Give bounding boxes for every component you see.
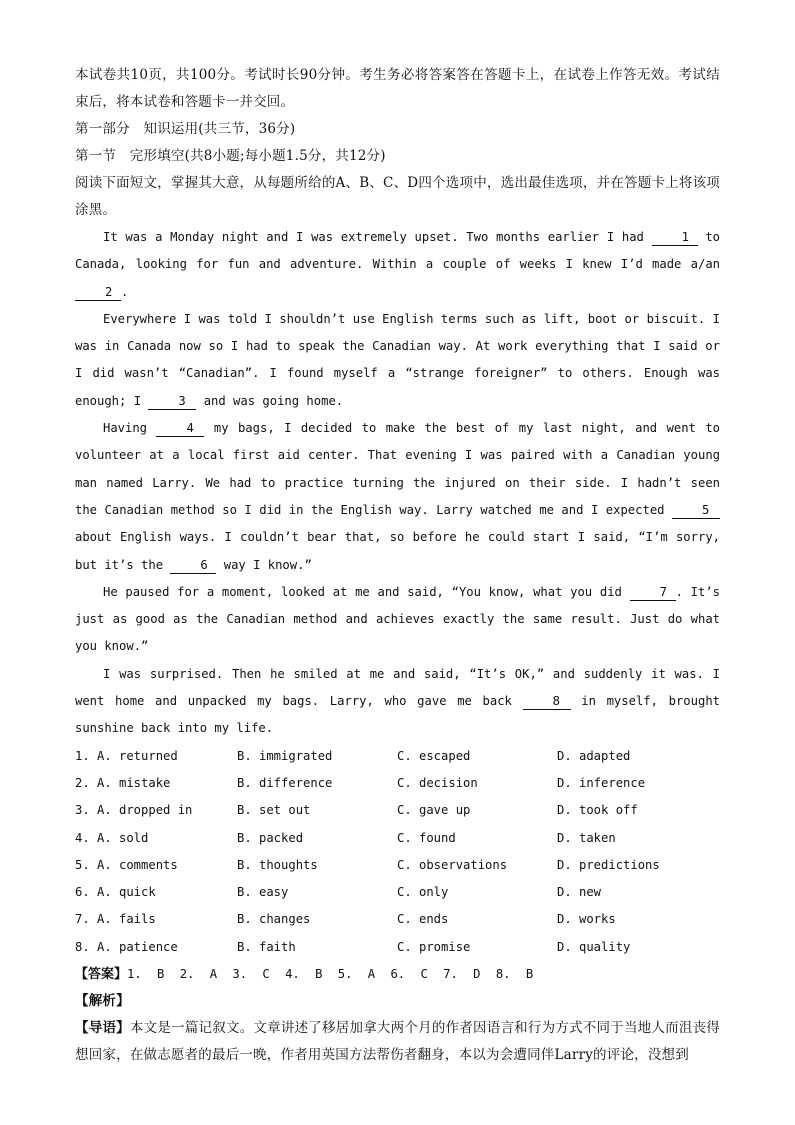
option-b: B. thoughts [237, 857, 318, 872]
blank-4: 4 [156, 421, 204, 437]
question-number: 5. [75, 857, 90, 872]
passage-text: . [121, 284, 129, 299]
question-number: 8. [75, 939, 90, 954]
analysis-label: 【解析】 [75, 993, 130, 1010]
option-d: D. predictions [557, 857, 660, 872]
answer-values: 1. B 2. A 3. C 4. B 5. A 6. C 7. D 8. B [127, 967, 534, 982]
option-row [75, 825, 720, 852]
option-row [75, 797, 720, 824]
part-heading: 第一部分 知识运用(共三节，36分) [75, 121, 296, 137]
passage-text: my bags, I decided to make the best of my last night, and went to volunteer at a local first aid center. That evening I was paired with a Canadian young man named Larry. We had to practice turning the injured on their side. I hadn’t seen the Canadian method so I did in the English way. Larry watched me and I expected [75, 421, 720, 517]
passage-paragraph-2 [75, 306, 720, 415]
option-d: D. inference [557, 775, 646, 790]
option-a: A. dropped in [97, 803, 193, 818]
option-d: D. adapted [557, 748, 631, 763]
option-a: A. quick [97, 885, 156, 900]
passage-text: to Canada, looking for fun and adventure. Within a couple of weeks I knew I’d made a/an [75, 230, 720, 272]
option-d: D. quality [557, 939, 631, 954]
option-row [75, 906, 720, 933]
blank-5: 5 [672, 503, 720, 519]
question-number: 4. [75, 830, 90, 845]
option-row [75, 743, 720, 770]
passage-paragraph-4 [75, 579, 720, 661]
option-row [75, 770, 720, 797]
option-a: A. sold [97, 830, 149, 845]
exam-page [75, 62, 720, 1069]
passage-text: . It’s just as good as the Canadian method and achieves exactly the same result. Just do what you know.” [75, 584, 720, 654]
question-number: 2. [75, 775, 90, 790]
option-c: C. promise [397, 939, 471, 954]
passage-text: I was surprised. Then he smiled at me and said, “It’s OK,” and suddenly it was. I went home and unpacked my bags. Larry, who gave me back [75, 666, 720, 709]
passage-text: in myself, brought sunshine back into my life. [75, 694, 720, 736]
option-d: D. took off [557, 803, 638, 818]
guide-text: 本文是一篇记叙文。文章讲述了移居加拿大两个月的作者因语言和行为方式不同于当地人而沮丧得想回家，在做志愿者的最后一晚，作者用英国方法帮伤者翻身，本以为会遭同伴Larry的评论，没想到 [75, 1020, 720, 1064]
option-a: A. mistake [97, 775, 171, 790]
option-b: B. immigrated [237, 748, 333, 763]
analysis-heading [75, 988, 720, 1015]
passage-text: about English ways. I couldn’t bear that, so before he could start I said, “I’m sorry, but it’s the [75, 530, 720, 572]
blank-6: 6 [170, 558, 216, 574]
answer-key [75, 961, 720, 988]
option-a: A. fails [97, 912, 156, 927]
question-number: 7. [75, 912, 90, 927]
passage-text: Everywhere I was told I shouldn’t use English terms such as lift, boot or biscuit. I was in Canada now so I had to speak the Canadian way. At work everything that I said or I did wasn’t “Canadian”. I found myself a “strange foreigner” to others. Enough was enough; I [75, 311, 720, 408]
blank-7: 7 [630, 585, 676, 601]
option-b: B. packed [237, 830, 304, 845]
option-c: C. escaped [397, 748, 471, 763]
option-b: B. difference [237, 775, 333, 790]
option-c: C. decision [397, 775, 478, 790]
section-heading: 第一节 完形填空(共8小题;每小题1.5分，共12分) [75, 148, 386, 164]
question-number: 1. [75, 748, 90, 763]
option-d: D. new [557, 885, 602, 900]
option-a: A. comments [97, 857, 178, 872]
option-d: D. works [557, 912, 616, 927]
option-c: C. ends [397, 912, 449, 927]
option-row [75, 934, 720, 961]
option-row [75, 879, 720, 906]
passage-paragraph-1 [75, 224, 720, 306]
option-a: A. patience [97, 939, 178, 954]
question-number: 6. [75, 885, 90, 900]
guide-label: 【导语】 [75, 1020, 130, 1037]
answer-label: 【答案】 [75, 967, 128, 983]
options-list [75, 743, 720, 961]
option-b: B. easy [237, 885, 289, 900]
option-c: C. found [397, 830, 456, 845]
blank-1: 1 [652, 230, 698, 246]
passage-paragraph-5 [75, 661, 720, 743]
instructions: 阅读下面短文，掌握其大意，从每题所给的A、B、C、D四个选项中，选出最佳选项，并在答题卡上将该项涂黑。 [75, 175, 720, 218]
option-c: C. observations [397, 857, 508, 872]
question-number: 3. [75, 803, 90, 818]
option-c: C. gave up [397, 803, 471, 818]
option-c: C. only [397, 885, 449, 900]
passage-text: It was a Monday night and I was extremely upset. Two months earlier I had [103, 230, 652, 244]
passage-text: and was going home. [196, 393, 344, 408]
blank-8: 8 [523, 694, 571, 710]
option-d: D. taken [557, 830, 616, 845]
passage-paragraph-3 [75, 415, 720, 579]
option-b: B. changes [237, 912, 311, 927]
option-b: B. set out [237, 803, 311, 818]
option-row [75, 852, 720, 879]
option-b: B. faith [237, 939, 296, 954]
blank-3: 3 [148, 394, 196, 410]
exam-intro: 本试卷共10页，共100分。考试时长90分钟。考生务必将答案答在答题卡上，在试卷上作答无效。考试结束后，将本试卷和答题卡一并交回。 [75, 67, 720, 110]
passage-text: He paused for a moment, looked at me and said, “You know, what you did [103, 584, 630, 599]
option-a: A. returned [97, 748, 178, 763]
passage-text: way I know.” [216, 557, 312, 572]
guide-paragraph [75, 1015, 720, 1069]
passage-text: Having [103, 421, 157, 436]
blank-2: 2 [75, 285, 121, 301]
